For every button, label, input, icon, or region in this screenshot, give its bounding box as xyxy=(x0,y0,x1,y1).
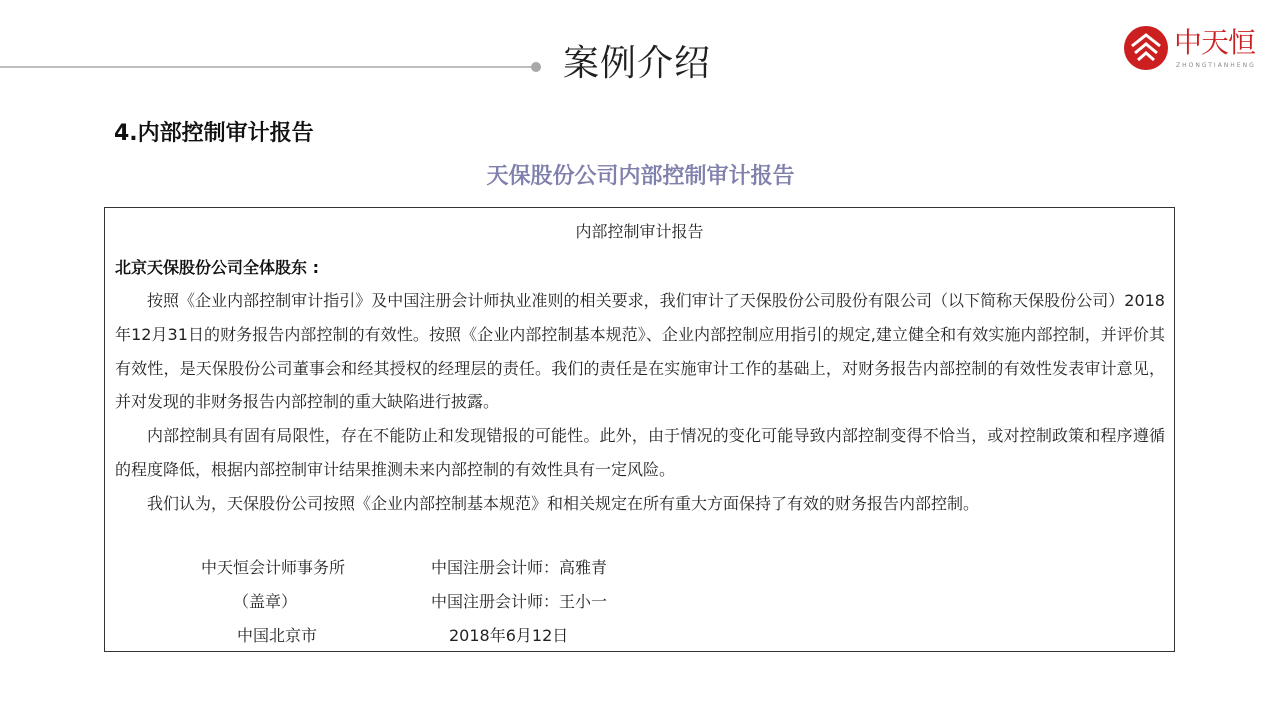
signature-cpa-2: 中国注册会计师：王小一 xyxy=(431,592,608,611)
report-paragraph: 按照《企业内部控制审计指引》及中国注册会计师执业准则的相关要求，我们审计了天保股份公司股份有限公司（以下简称天保股份公司）2018年12月31日的财务报告内部控制的有效性。按照《企业内部控制基本规范》、企业内部控制应用指引的规定,建立健全和有效实施内部控制，并评价其有效性，是天保股份公司董事会和经其授权的经理层的责任。我们的责任是在实施审计工作的基础上，对财务报告内部控制的有效性发表审计意见，并对发现的非财务报告内部控制的重大缺陷进行披露。 xyxy=(115,291,1165,412)
report-addressee: 北京天保股份公司全体股东 : xyxy=(115,258,319,277)
report-heading: 内部控制审计报告 xyxy=(575,222,704,241)
report-box xyxy=(104,207,1175,652)
signature-firm: 中天恒会计师事务所 xyxy=(201,558,346,577)
page-title: 案例介绍 xyxy=(563,43,712,84)
company-logo xyxy=(1122,24,1262,76)
document-title: 天保股份公司内部控制审计报告 xyxy=(486,164,795,189)
logo-name-cn: 中天恒 xyxy=(1174,26,1256,59)
signature-date: 2018年6月12日 xyxy=(449,626,569,645)
signature-location: 中国北京市 xyxy=(237,626,318,645)
report-paragraph: 内部控制具有固有局限性，存在不能防止和发现错报的可能性。此外，由于情况的变化可能导致内部控制变得不恰当，或对控制政策和程序遵循的程度降低，根据内部控制审计结果推测未来内部控制的有效性具有一定风险。 xyxy=(115,426,1165,479)
section-heading: 4.内部控制审计报告 xyxy=(114,121,314,146)
signature-cpa-1: 中国注册会计师：高雅青 xyxy=(431,558,608,577)
report-paragraph: 我们认为，天保股份公司按照《企业内部控制基本规范》和相关规定在所有重大方面保持了有效的财务报告内部控制。 xyxy=(147,493,980,513)
header-divider-line xyxy=(0,66,532,68)
zhongtianheng-logo-icon xyxy=(1122,24,1170,72)
signature-seal: （盖章） xyxy=(233,592,298,611)
logo-name-en: ZHONGTIANHENG xyxy=(1176,62,1256,69)
header-divider-dot xyxy=(531,62,541,72)
report-body xyxy=(115,284,1165,521)
